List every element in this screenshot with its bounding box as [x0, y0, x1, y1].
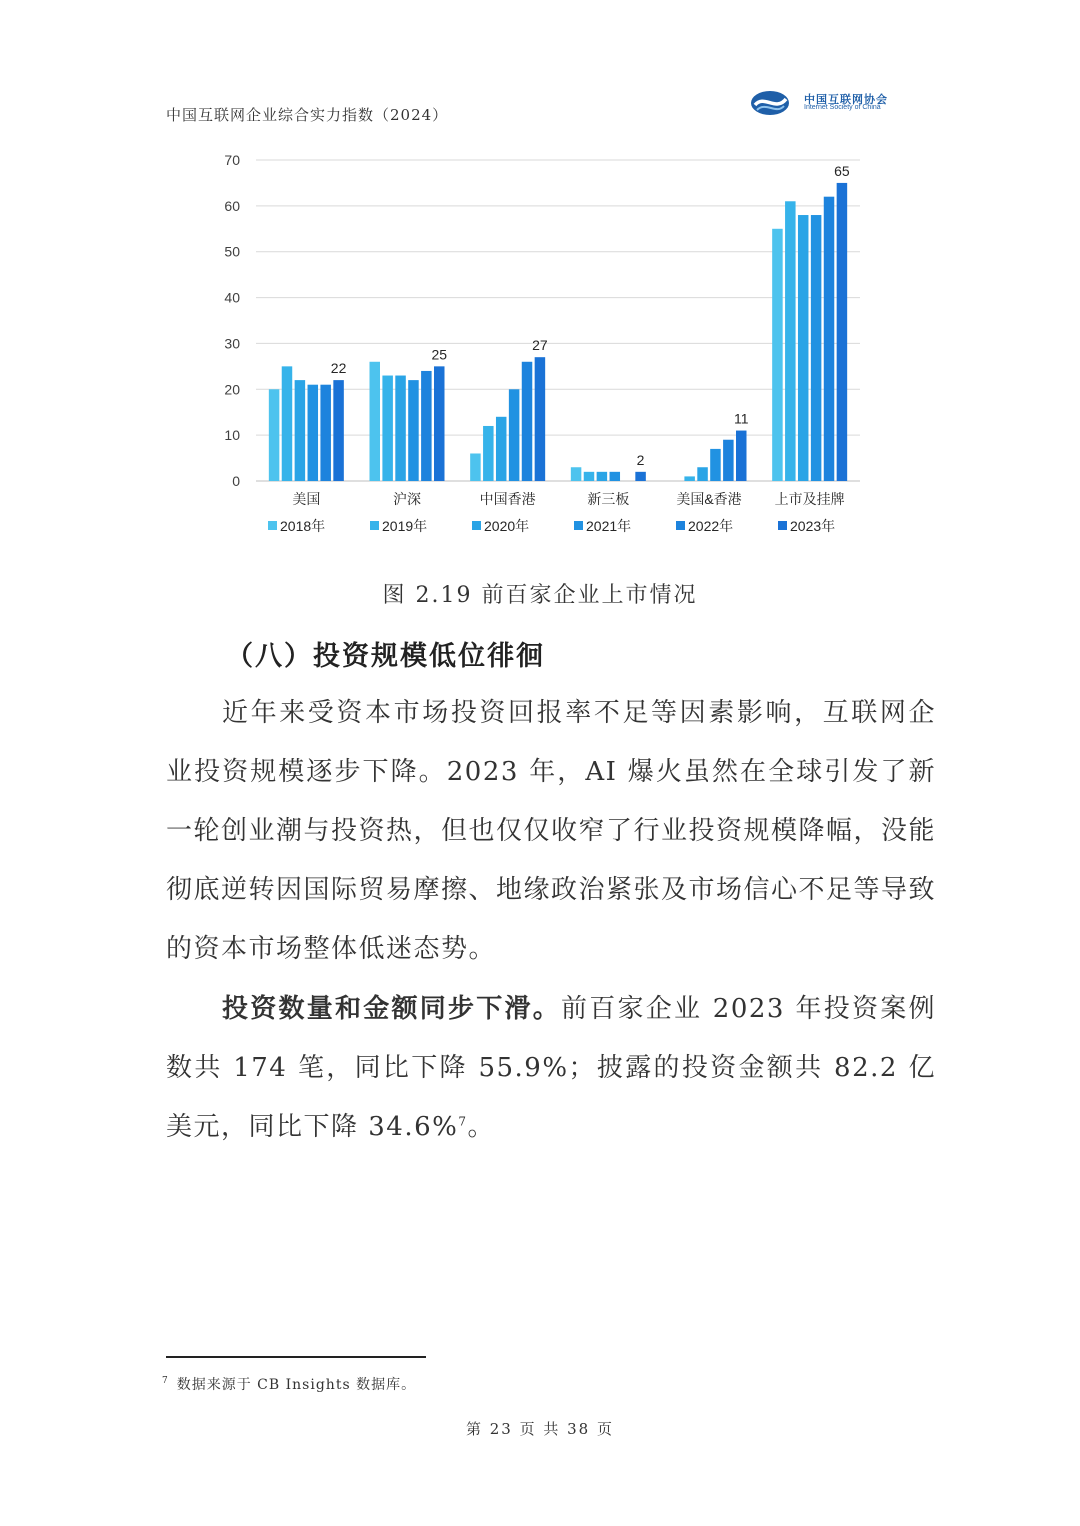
bar	[723, 440, 734, 481]
body-paragraph-1: 近年来受资本市场投资回报率不足等因素影响，互联网企业投资规模逐步下降。2023 年，AI 爆火虽然在全球引发了新一轮创业潮与投资热，但也仅仅收窄了行业投资规模降幅，没能彻底逆转因国际贸易摩擦、地缘政治紧张及市场信心不足等导致的资本市场整体低迷态势。	[166, 698, 937, 964]
bar	[635, 472, 646, 481]
bar	[837, 183, 848, 481]
legend-swatch	[574, 521, 583, 530]
legend-label: 2023年	[790, 518, 836, 534]
bar	[320, 385, 331, 481]
bar	[798, 215, 809, 481]
y-tick-label: 20	[224, 381, 240, 398]
bar	[370, 362, 381, 481]
bar	[395, 376, 406, 481]
bar	[785, 201, 796, 481]
category-label: 中国香港	[479, 491, 536, 507]
bar	[308, 385, 319, 481]
section-heading: （八）投资规模低位徘徊	[226, 641, 545, 672]
bar	[509, 389, 520, 481]
data-label: 11	[733, 410, 749, 427]
bar	[684, 476, 695, 481]
bar	[282, 366, 293, 481]
legend-label: 2021年	[586, 518, 632, 534]
bar	[333, 380, 344, 481]
bar	[610, 472, 621, 481]
footnote	[162, 1374, 416, 1394]
bar	[470, 453, 481, 481]
footnote-marker: 7	[162, 1376, 169, 1387]
data-label: 27	[532, 337, 548, 354]
figure-caption: 图 2.19 前百家企业上市情况	[382, 583, 698, 608]
bar	[269, 389, 280, 481]
body-paragraph-2	[166, 980, 936, 1157]
page-number: 第 23 页 共 38 页	[465, 1420, 614, 1438]
bar	[421, 371, 432, 481]
legend-swatch	[676, 521, 685, 530]
y-tick-label: 0	[232, 473, 240, 489]
bar	[772, 229, 783, 481]
footnote-divider	[166, 1356, 426, 1358]
bar	[408, 380, 419, 481]
category-label: 美国&香港	[676, 491, 742, 507]
paragraph-text: 前百家企业 2023 年投资案例数共 174 笔，同比下降 55.9%；披露的投资金额共 82.2 亿美元，同比下降 34.6%	[166, 994, 936, 1142]
logo-name: 中国互联网协会	[804, 94, 888, 106]
page-header-title: 中国互联网企业综合实力指数（2024）	[166, 106, 449, 124]
bar	[382, 376, 393, 481]
y-tick-label: 60	[224, 197, 240, 214]
legend-label: 2022年	[688, 518, 734, 534]
paragraph-lead: 投资数量和金额同步下滑。	[222, 994, 562, 1024]
bar	[584, 472, 595, 481]
bar	[522, 362, 533, 481]
legend-label: 2020年	[484, 518, 530, 534]
footnote-text: 数据来源于 CB Insights 数据库。	[176, 1377, 417, 1393]
footnote-reference[interactable]: 7	[458, 1114, 468, 1129]
bar	[571, 467, 582, 481]
bar	[434, 366, 445, 481]
category-label: 新三板	[587, 491, 630, 507]
bar	[697, 467, 708, 481]
data-label: 22	[330, 360, 347, 377]
legend-swatch	[778, 521, 787, 530]
legend-label: 2019年	[382, 518, 428, 534]
bar	[483, 426, 494, 481]
y-tick-label: 70	[224, 152, 240, 168]
data-label: 25	[431, 346, 448, 363]
y-tick-label: 30	[224, 335, 240, 352]
paragraph-end: 。	[467, 1112, 496, 1142]
y-tick-label: 50	[224, 243, 240, 260]
y-tick-label: 40	[224, 289, 240, 306]
y-tick-label: 10	[224, 427, 240, 444]
category-label: 上市及挂牌	[774, 491, 845, 507]
bar	[496, 417, 507, 481]
legend-swatch	[370, 521, 379, 530]
bar	[824, 197, 835, 481]
logo-english-name: Internet Society of China	[804, 104, 881, 111]
legend-label: 2018年	[280, 518, 326, 534]
legend-swatch	[472, 521, 481, 530]
bar	[597, 472, 608, 481]
data-label: 2	[636, 451, 645, 468]
bar	[295, 380, 306, 481]
bar	[811, 215, 822, 481]
legend-swatch	[268, 521, 277, 530]
category-label: 沪深	[393, 491, 421, 507]
bar	[736, 431, 747, 481]
bar	[535, 357, 546, 481]
bar	[710, 449, 721, 481]
listing-bar-chart	[200, 140, 880, 560]
category-label: 美国	[292, 491, 321, 507]
data-label: 65	[834, 162, 850, 179]
